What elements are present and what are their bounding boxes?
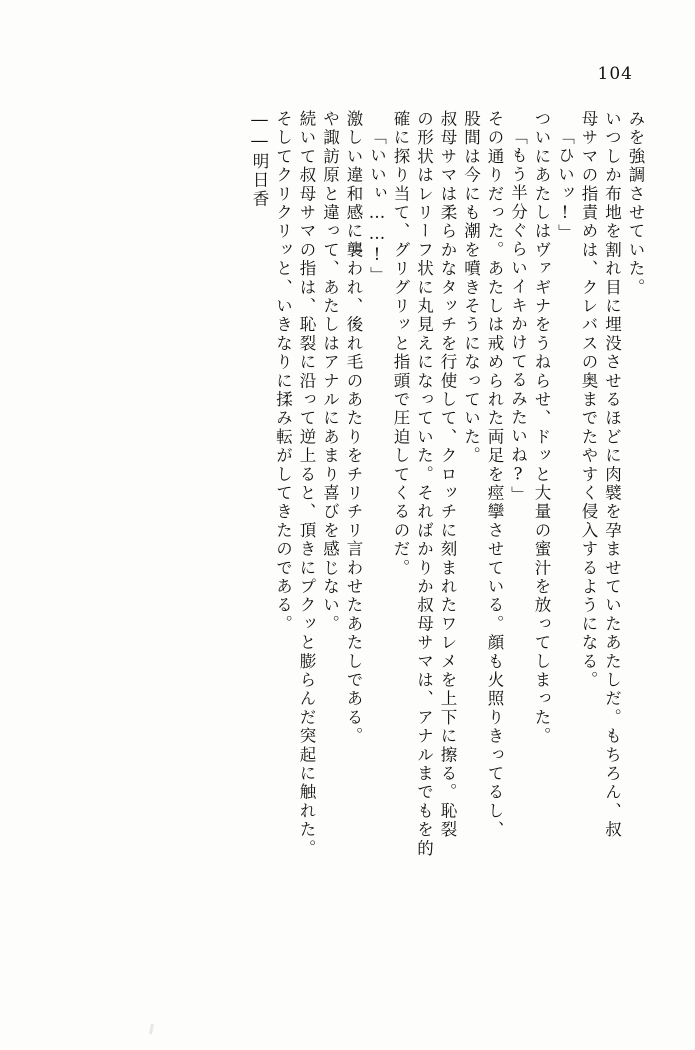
text-column: の形状はレリーフ状に丸見えになっていた。そればかりか叔母サマは、アナルまでもを的: [414, 110, 434, 858]
text-column: ――明日香: [250, 110, 269, 209]
text-column: いつしか布地を割れ目に埋没させるほどに肉襞を孕ませていたあたしだ。もちろん、叔: [602, 110, 622, 840]
text-column: や諏訪原と違って、あたしはアナルにあまり喜びを感じない。: [320, 110, 340, 634]
text-column: その通りだった。あたしは戒められた両足を痙攣させている。顔も火照りきってるし、: [485, 110, 504, 840]
text-column: 「もう半分ぐらいイキかけてるみたいね?」: [508, 128, 528, 505]
text-column: みを強調させていた。: [626, 110, 645, 297]
text-column: そしてクリクリッと、いきなりに揉み転がしてきたのである。: [273, 110, 293, 634]
text-column: 股間は今にも潮を噴きそうになっていた。: [461, 110, 481, 466]
scan-artifact: [149, 1024, 154, 1034]
text-column: 「ひいッ!」: [555, 128, 575, 243]
text-column: 激しい違和感に襲われ、後れ毛のあたりをチリチリ言わせたあたしである。: [344, 110, 363, 746]
vertical-text-block: [52, 110, 643, 1010]
text-column: 叔母サマは柔らかなタッチを行使して、クロッチに刻まれたワレメを上下に擦る。恥裂: [438, 110, 457, 840]
text-column: 母サマの指責めは、クレバスの奥までたやすく侵入するようになる。: [579, 110, 598, 690]
text-column: 確に探り当て、グリグリッと指頭で圧迫してくるのだ。: [391, 110, 410, 578]
text-column: 「いいぃ……!」: [367, 128, 387, 286]
text-column: 続いて叔母サマの指は、恥裂に沿って逆上ると、頂きにプクッと膨らんだ突起に触れた。: [297, 110, 316, 858]
text-column: ついにあたしはヴァギナをうねらせ、ドッと大量の蜜汁を放ってしまった。: [532, 110, 551, 746]
page-number: 104: [597, 64, 633, 84]
